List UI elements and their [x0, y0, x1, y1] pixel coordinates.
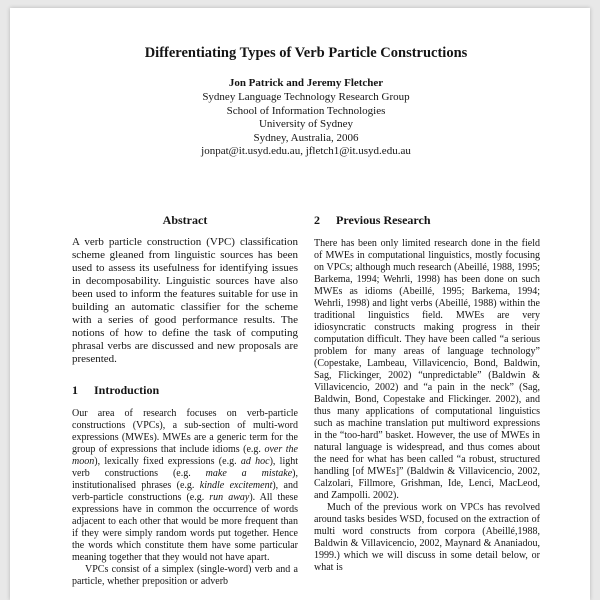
affiliation-line-emails: jonpat@it.usyd.edu.au, jfletch1@it.usyd.edu.au [201, 145, 411, 157]
previous-research-paragraph-1: There has been only limited research done in the field of MWEs in computational linguistics, mostly focusing on VPCs; although much research (Abeillé, 1988, 1995; Barkema, 1994; Wehrli, 1998) has been done on such MWEs as idioms (Abeillé, 1995; Barkema, 1994; Wehrli, 1998) and light verbs (Abeillé, 1988) within the traditional linguistics field. MWEs are very idiosyncratic constructs making progress in their computation difficult. They have been called “a serious problem for many areas of language technology” (Copestake, Lambeau, Villavicencio, Bond, Baldwin, Sag, Flickinger, 2002) “unpredictable” (Baldwin & Villavicencio, 2002) and “a pain in the neck” (Sag, Baldwin, Bond, Copestake and Flickinger. 2002), and thus many applications of computational linguistics such as machine translation put multiword expressions in the “too-hard” basket. However, the use of MWEs in natural language is widespread, and thus comes about the need for what has been called “a robust, structured handling [of MWEs]” (Baldwin & Villavicencio, 2002, Calzolari, Fillmore, Grishman, Ide, Lenci, MacLeod, and Zampolli. 2002). [314, 237, 540, 501]
right-column [314, 213, 540, 588]
affiliation-line-university: University of Sydney [258, 118, 354, 130]
section-1-title: Introduction [94, 382, 160, 397]
previous-research-paragraph-2: Much of the previous work on VPCs has revolved around tasks besides WSD, focused on the extraction of multi word constructs from corpora (Abeillé,1988, Baldwin & Villavicencio, 2002, Maynard & Ananiadou, 1999.) which we will discuss in some detail below, or what is [314, 501, 540, 573]
affiliation-line-city-year: Sydney, Australia, 2006 [253, 131, 359, 144]
affiliation-line-group: Sydney Language Technology Research Group [202, 91, 410, 103]
introduction-paragraph-1: Our area of research focuses on verb-particle constructions (VPCs), a sub-section of multi-word expressions (MWEs). MWEs are a generic term for the group of expressions that include idioms (e.g. over the moon), lexically fixed expressions (e.g. ad hoc), light verb constructions (e.g. make a mistake), institutionalised phrases (e.g. kindle excitement), and verb-particle constructions (e.g. run away). All these expressions have in common the occurrence of words adjacent to each other that would be more frequent than if they were simply random words put together. Hence the words which constitute them have some particular meaning together that they would not have apart. [72, 407, 299, 563]
paper-authors: Jon Patrick and Jeremy Fletcher [228, 77, 384, 89]
abstract-heading: Abstract [162, 212, 208, 227]
section-1-number: 1 [72, 382, 78, 397]
paper-page [10, 8, 590, 600]
section-2-heading [314, 213, 540, 227]
abstract-text: A verb particle construction (VPC) classification scheme gleaned from linguistic sources has been used to assess its usefulness for identifying issues in decomposability. Linguistic sources have also been used to inform the features suitable for use in building an automatic classifier for the scheme with a series of good performance results. The notions of how to define the task of computing phrasal verbs are discussed and new proposals are presented. [72, 235, 298, 365]
left-column [72, 213, 298, 588]
section-1-heading [72, 383, 298, 397]
paper-title: Differentiating Types of Verb Particle Constructions [144, 45, 468, 61]
abstract-section [72, 213, 298, 366]
affiliation-line-school: School of Information Technologies [226, 104, 386, 117]
paper-affiliation [72, 91, 540, 159]
section-2-title: Previous Research [336, 212, 431, 227]
introduction-paragraph-2: VPCs consist of a simplex (single-word) verb and a particle, whether preposition or adverb [72, 563, 298, 587]
section-2-number: 2 [314, 212, 320, 227]
two-column-body [72, 213, 540, 588]
